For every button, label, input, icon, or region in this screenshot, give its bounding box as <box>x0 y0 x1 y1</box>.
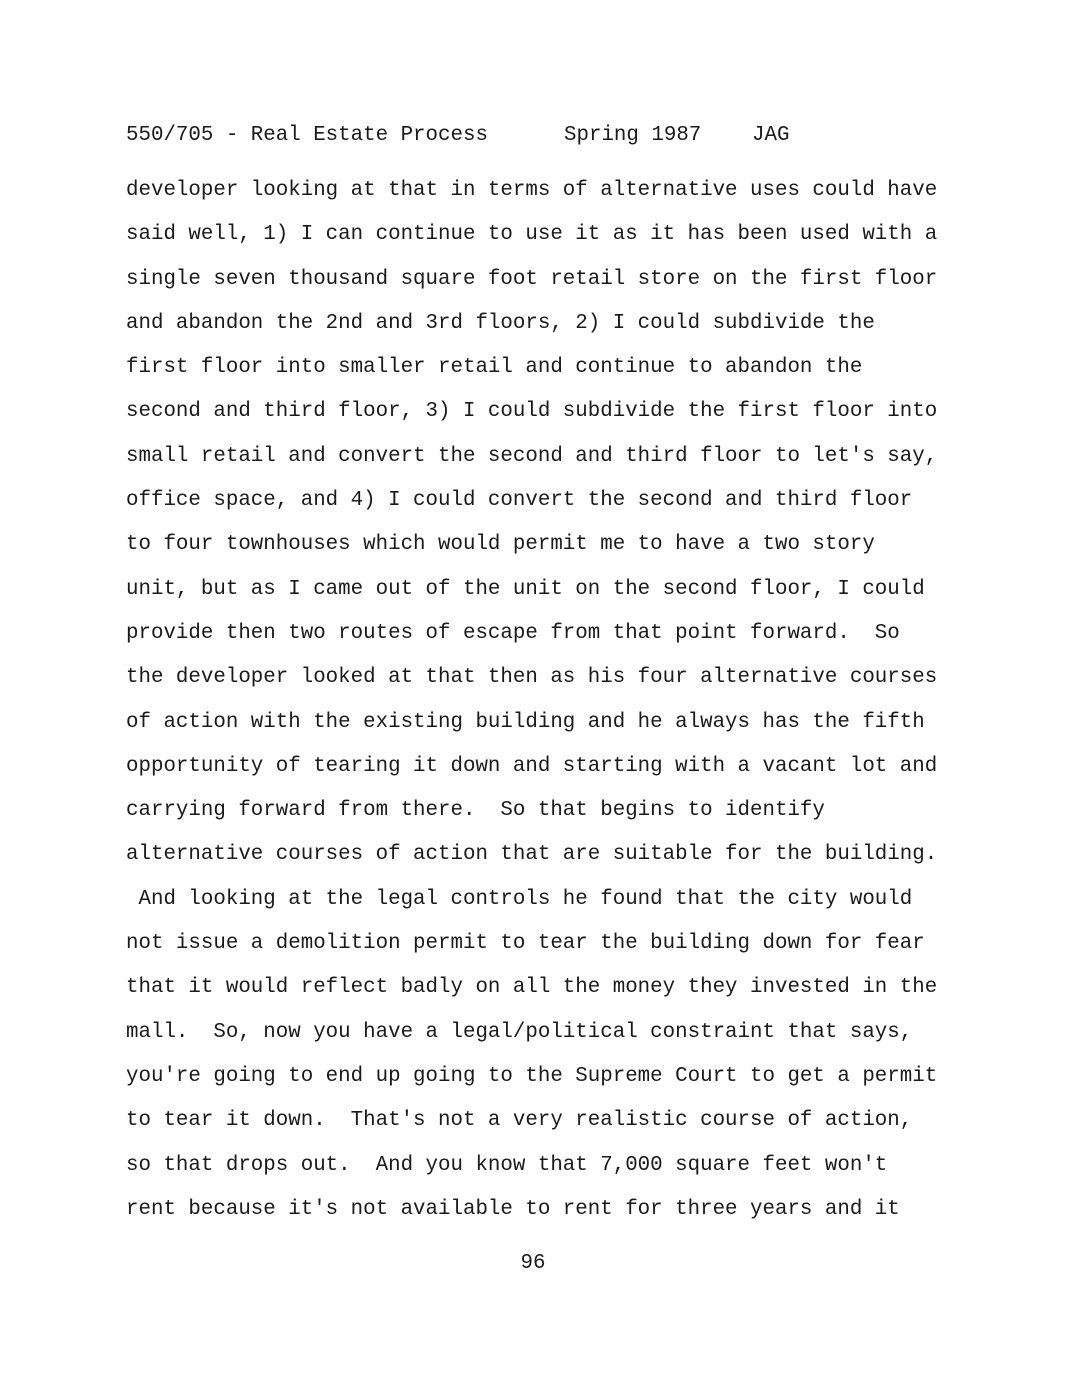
text-line: small retail and convert the second and third floor to let's say, <box>126 444 938 468</box>
text-line: first floor into smaller retail and continue to abandon the <box>126 356 863 380</box>
text-line: the developer looked at that then as his four alternative courses <box>126 666 938 690</box>
page-number: 96 <box>520 1252 546 1275</box>
text-line: provide then two routes of escape from that point forward. So <box>126 621 900 645</box>
text-line: said well, 1) I can continue to use it as it has been used with a <box>126 223 938 247</box>
text-line: not issue a demolition permit to tear the building down for fear <box>126 932 925 956</box>
text-line: so that drops out. And you know that 7,000 square feet won't <box>126 1153 888 1177</box>
text-line: office space, and 4) I could convert the second and third floor <box>126 489 913 513</box>
text-line: unit, but as I came out of the unit on the second floor, I could <box>126 577 925 601</box>
header-initials: JAG <box>752 124 790 147</box>
text-line: alternative courses of action that are suitable for the building. <box>126 843 938 867</box>
running-header <box>126 124 789 148</box>
header-course: 550/705 - Real Estate Process <box>126 124 488 147</box>
text-line: And looking at the legal controls he found that the city would <box>126 887 913 911</box>
transcript-body <box>126 169 956 1232</box>
text-line: you're going to end up going to the Supreme Court to get a permit <box>126 1064 938 1088</box>
text-line: opportunity of tearing it down and starting with a vacant lot and <box>126 754 938 778</box>
text-line: to tear it down. That's not a very realistic course of action, <box>126 1109 913 1133</box>
text-line: second and third floor, 3) I could subdivide the first floor into <box>126 400 938 424</box>
text-line: that it would reflect badly on all the money they invested in the <box>126 976 938 1000</box>
text-line: of action with the existing building and he always has the fifth <box>126 710 925 734</box>
text-line: developer looking at that in terms of alternative uses could have <box>126 179 938 202</box>
header-term: Spring 1987 <box>564 124 702 147</box>
text-line: single seven thousand square foot retail store on the first floor <box>126 267 938 291</box>
text-line: to four townhouses which would permit me to have a two story <box>126 533 875 557</box>
text-line: carrying forward from there. So that begins to identify <box>126 799 825 823</box>
text-line: and abandon the 2nd and 3rd floors, 2) I could subdivide the <box>126 311 875 335</box>
text-line: rent because it's not available to rent for three years and it <box>126 1197 900 1221</box>
text-line: mall. So, now you have a legal/political constraint that says, <box>126 1020 913 1044</box>
